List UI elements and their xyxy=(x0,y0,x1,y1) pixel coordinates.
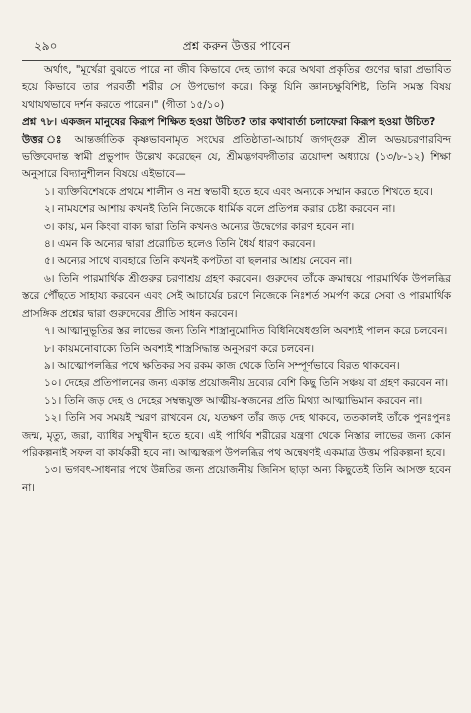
list-item: ১০। দেহের প্রতিপালনের জন্য একান্ত প্রয়োজনীয় দ্রব্যের বেশি কিছু তিনি সঞ্চয় বা গ্রহণ করবেন না। xyxy=(44,377,449,390)
answer-paragraph xyxy=(22,132,451,184)
running-head: প্রশ্ন করুন উত্তর পাবেন xyxy=(182,39,291,53)
list-item: ৪। এমন কি অন্যের দ্বারা প্ররোচিত হলেও তিনি ধৈর্য ধারণ করবেন। xyxy=(44,238,316,251)
header-rule xyxy=(22,60,451,61)
page-body xyxy=(22,62,451,497)
list-item: ১২। তিনি সব সময়ই স্মরণ রাখবেন যে, যতক্ষণ তাঁর জড় দেহ থাকবে, ততকালই তাঁকে পুনঃপুনঃ জন্ম, মৃত্যু, জরা, ব্যাধির সম্মুখীন হতে হবে। এই পার্থিব শরীরের যন্ত্রণা থেকে নিস্তার লাভের জন্য কোন পরিকল্পনাই সফল বা কার্যকরী হবে না। আত্মস্বরূপ উপলব্ধির পথ অন্বেষণই একমাত্র উত্তম পরিকল্পনা হবে। xyxy=(22,412,451,459)
list-item: ৯। আত্মোপলব্ধির পথে ক্ষতিকর সব রকম কাজ থেকে তিনি সম্পূর্ণভাবে বিরত থাকবেন। xyxy=(44,359,400,372)
list-item: ২। নামযশের আশায় কখনই তিনি নিজেকে ধার্মিক বলে প্রতিপন্ন করার চেষ্টা করবেন না। xyxy=(44,203,396,216)
list-item: ৬। তিনি পারমার্থিক শ্রীগুরুর চরণাশ্রয় গ্রহণ করবেন। গুরুদেব তাঁকে ক্রমান্বয়ে পারমার্থিক উপলব্ধির স্তরে পৌঁছতে সাহায্য করবেন এবং সেই আচার্যের চরণে নিজেকে নিঃশর্ত সমর্পণ করে সেবা ও পারমার্থিক প্রাসঙ্গিক প্রশ্নের দ্বারা গুরুদেবের প্রীতি সাধন করবেন। xyxy=(22,272,451,320)
answer-text: আন্তর্জাতিক কৃষ্ণভাবনামৃত সংঘের প্রতিষ্ঠাতা-আচার্য জগদ্গুরু শ্রীল অভয়চরণারবিন্দ ভক্তিবেদান্ত স্বামী প্রভুপাদ উল্লেখ করেছেন যে, শ্রীমদ্ভগবদ্গীতার ত্রয়োদশ অধ্যায়ে (১৩/৮-১২) শিক্ষা অনুসারে বিদ্যানুশীলন বিষয়ে এইভাবে— xyxy=(22,133,451,181)
answer-label: উত্তর ঃ xyxy=(22,133,67,146)
page-number: ২৯০ xyxy=(34,39,58,53)
question-78: প্রশ্ন ৭৮। একজন মানুষের কিরূপ শিক্ষিত হওয়া উচিত? তার কথাবার্তা চলাফেরা কিরূপ হওয়া উচিত? xyxy=(22,116,436,129)
list-item: ৫। অন্যের সাথে ব্যবহারে তিনি কখনই কপটতা বা ছলনার আশ্রয় নেবেন না। xyxy=(44,255,353,268)
list-item: ৩। কায়, মন কিংবা বাক্য দ্বারা তিনি কখনও অন্যের উদ্বেগের কারণ হবেন না। xyxy=(44,220,355,233)
page-header xyxy=(22,8,451,53)
list-item: ১। ব্যক্তিবিশেষকে প্রথমে শালীন ও নম্র স্বভাবী হতে হবে এবং অন্যকে সম্মান করতে শিখতে হবে। xyxy=(44,185,433,198)
list-item: ১১। তিনি জড় দেহ ও দেহের সম্বন্ধযুক্ত আত্মীয়-স্বজনের প্রতি মিথ্যা আত্মাভিমান করবেন না। xyxy=(44,394,423,407)
list-item: ৭। আত্মানুভূতির স্তর লাভের জন্য তিনি শাস্ত্রানুমোদিত বিধিনিষেধগুলি অবশ্যই পালন করে চলবেন। xyxy=(44,325,448,338)
list-item: ১৩। ভগবৎ-সাধনার পথে উন্নতির জন্য প্রয়োজনীয় জিনিস ছাড়া অন্য কিছুতেই তিনি আসক্ত হবেন না। xyxy=(22,464,451,494)
intro-paragraph: অর্থাৎ, "মূর্খেরা বুঝতে পারে না জীব কিভাবে দেহ ত্যাগ করে অথবা প্রকৃতির গুণের দ্বারা প্রভাবিত হয়ে কিভাবে তার পরবর্তী শরীর সে উপভোগ করে। কিন্তু যিনি জ্ঞানচক্ষুবিশিষ্ট, তিনি সমস্ত বিষয় যথাযথভাবে দর্শন করতে পারেন।" (গীতা ১৫/১০) xyxy=(22,64,451,111)
list-item: ৮। কায়মনোবাক্যে তিনি অবশ্যই শাস্ত্রসিদ্ধান্ত অনুসরণ করে চলবেন। xyxy=(44,342,315,355)
